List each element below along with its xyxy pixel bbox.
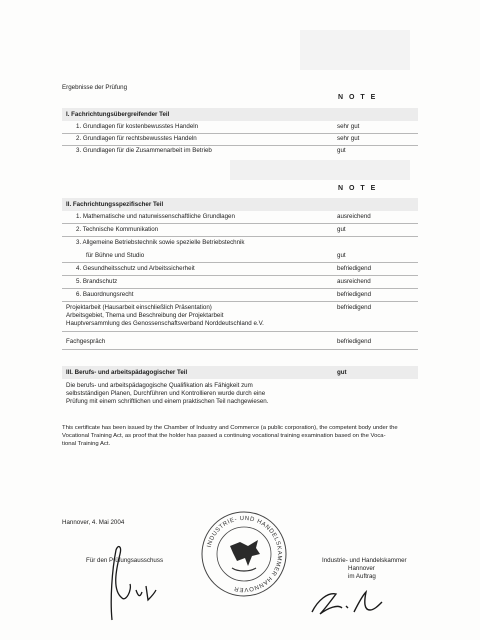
list-item	[62, 225, 418, 235]
section3-title: III. Berufs- und arbeitspädagogischer Teil	[66, 369, 188, 376]
talk-grade: befriedigend	[337, 338, 372, 345]
item-grade: befriedigend	[337, 265, 372, 272]
divider	[62, 301, 418, 302]
note-header: N O T E	[338, 185, 378, 192]
english-note-line: tional Training Act.	[62, 441, 111, 447]
section3-text-line: Prüfung mit einem schriftlichen und einem praktischen Teil nachgewiesen.	[66, 398, 269, 405]
item-label: 3. Grundlagen für die Zusammenarbeit im Betrieb	[76, 147, 212, 154]
section2-title: II. Fachrichtungsspezifischer Teil	[66, 201, 164, 208]
divider	[62, 223, 418, 224]
english-note-line: Vocational Training Act, as proof that the holder has passed a continuing vocational training examination based on the Voca-	[62, 433, 386, 439]
item-label: 2. Technische Kommunikation	[76, 226, 159, 233]
project-grade: befriedigend	[337, 304, 372, 311]
section3-text-line: selbstständigen Planen, Durchführen und Kontrollieren wurde durch eine	[66, 390, 266, 397]
item-label: 2. Grundlagen für rechtsbewusstes Handeln	[76, 135, 197, 142]
section3-grade: gut	[337, 369, 347, 376]
chamber-line1: Industrie- und Handelskammer	[322, 557, 407, 564]
item-label: 1. Grundlagen für kostenbewusstes Handeln	[76, 123, 199, 130]
item-label: 4. Gesundheitsschutz und Arbeitssicherheit	[76, 265, 195, 272]
item-grade: ausreichend	[337, 278, 371, 285]
seal-text: INDUSTRIE- UND HANDELSKAMMER HANNOVER	[206, 515, 283, 593]
project-topic: Hauptversammlung des Genossenschaftsverband Norddeutschland e.V.	[66, 320, 264, 327]
divider	[62, 236, 418, 237]
place-date: Hannover, 4. Mai 2004	[62, 519, 125, 526]
list-item	[62, 290, 418, 300]
divider	[62, 288, 418, 289]
divider	[62, 349, 418, 350]
list-item	[62, 122, 418, 132]
item-grade: sehr gut	[337, 135, 360, 142]
background-watermark	[230, 160, 410, 180]
list-item	[62, 277, 418, 287]
project-label: Projektarbeit (Hausarbeit einschließlich Präsentation)	[66, 304, 212, 311]
list-item	[62, 134, 418, 144]
divider	[62, 262, 418, 263]
background-watermark	[300, 30, 410, 70]
chamber-signature	[308, 582, 388, 622]
committee-label: Für den Prüfungsausschuss	[86, 557, 164, 564]
item-grade: sehr gut	[337, 123, 360, 130]
item-label: 6. Bauordnungsrecht	[76, 291, 134, 298]
divider	[62, 331, 418, 332]
item-grade: gut	[337, 252, 346, 259]
item-label: 5. Brandschutz	[76, 278, 118, 285]
list-item	[62, 251, 418, 261]
item-label: 1. Mathematische und naturwissenschaftliche Grundlagen	[76, 213, 235, 220]
committee-signature	[92, 540, 162, 630]
section3-text-line: Die berufs- und arbeitspädagogische Qualifikation als Fähigkeit zum	[66, 382, 253, 389]
chamber-line3: im Auftrag	[348, 573, 376, 580]
english-note-line: This certificate has been issued by the Chamber of Industry and Commerce (a public corporation), the competent body under the	[62, 425, 398, 431]
divider	[62, 275, 418, 276]
item-label: für Bühne und Studio	[86, 252, 145, 259]
item-grade: befriedigend	[337, 291, 372, 298]
list-item	[62, 146, 418, 156]
chamber-seal-icon	[200, 510, 288, 598]
list-item	[62, 264, 418, 274]
note-header: N O T E	[338, 94, 378, 101]
results-title: Ergebnisse der Prüfung	[62, 84, 128, 91]
section1-title: I. Fachrichtungsübergreifender Teil	[66, 111, 170, 118]
talk-label: Fachgespräch	[66, 338, 106, 345]
chamber-line2: Hannover	[348, 565, 375, 572]
list-item	[62, 238, 418, 248]
item-label: 3. Allgemeine Betriebstechnik sowie spezielle Betriebstechnik	[76, 239, 245, 246]
item-grade: ausreichend	[337, 213, 371, 220]
project-topic-label: Arbeitsgebiet, Thema und Beschreibung der Projektarbeit	[66, 312, 224, 319]
item-grade: gut	[337, 226, 346, 233]
list-item	[62, 212, 418, 222]
item-grade: gut	[337, 147, 346, 154]
